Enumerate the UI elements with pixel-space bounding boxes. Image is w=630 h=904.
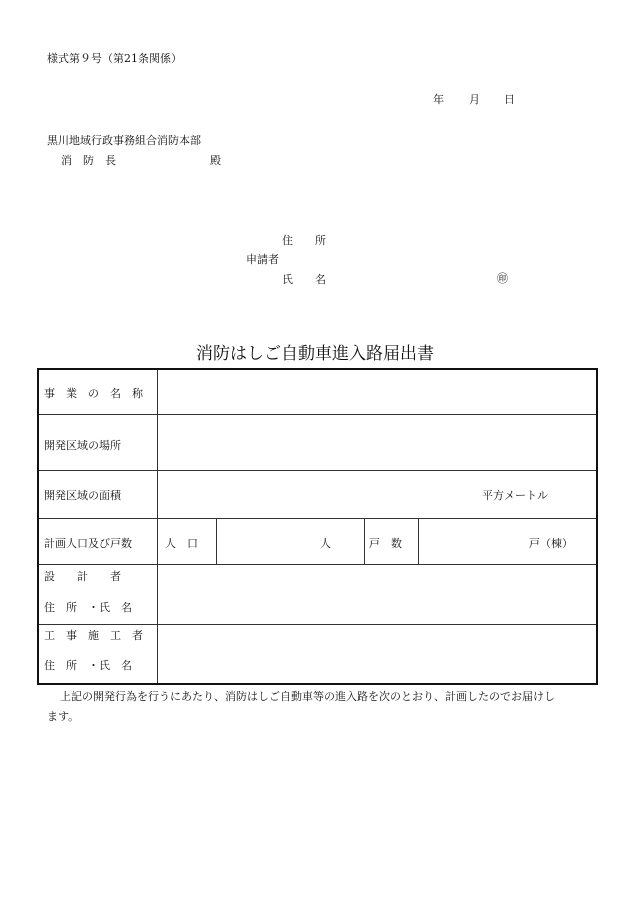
development-area-label: 開発区域の面積 xyxy=(44,489,121,502)
population-label: 人 口 xyxy=(165,537,198,550)
development-location-label: 開発区域の場所 xyxy=(44,439,121,452)
business-name-field[interactable] xyxy=(159,372,596,412)
date-month-label: 月 xyxy=(469,93,480,106)
population-unit: 人 xyxy=(320,537,331,550)
households-field[interactable] xyxy=(420,521,520,562)
households-label: 戸 数 xyxy=(369,537,402,550)
population-field[interactable] xyxy=(218,521,318,562)
contractor-field[interactable] xyxy=(159,627,596,683)
designer-field[interactable] xyxy=(159,567,596,622)
development-location-field[interactable] xyxy=(159,417,596,468)
applicant-name-label: 氏 名 xyxy=(282,273,326,286)
label-column-divider xyxy=(157,370,158,683)
business-name-label: 事 業 の 名 称 xyxy=(44,387,143,400)
addressee-recipient: 消 防 長 xyxy=(61,154,116,167)
applicant-label: 申請者 xyxy=(246,253,279,266)
row-divider xyxy=(39,624,596,625)
development-area-field[interactable] xyxy=(159,473,479,516)
designer-label: 設 計 者 xyxy=(44,570,121,583)
addressee-organization: 黒川地域行政事務組合消防本部 xyxy=(47,134,201,147)
date-day-label: 日 xyxy=(504,93,515,106)
area-unit-label: 平方メートル xyxy=(482,489,548,502)
footer-statement-line2: ます。 xyxy=(47,710,80,723)
contractor-address-name-label: 住 所 ・氏 名 xyxy=(44,659,132,672)
seal-mark: ㊞ xyxy=(497,272,508,285)
cell-divider xyxy=(418,518,419,564)
row-divider xyxy=(39,414,596,415)
form-number: 様式第９号（第21条関係） xyxy=(47,52,182,65)
application-form-table xyxy=(37,368,598,685)
row-divider xyxy=(39,518,596,519)
document-title: 消防はしご自動車進入路届出書 xyxy=(196,344,434,364)
applicant-address-label: 住 所 xyxy=(282,234,326,247)
footer-statement-line1: 上記の開発行為を行うにあたり、消防はしご自動車等の進入路を次のとおり、計画したのでお届けし xyxy=(60,690,555,703)
cell-divider xyxy=(364,518,365,564)
planned-population-label: 計画人口及び戸数 xyxy=(44,537,132,550)
households-unit: 戸（棟） xyxy=(529,537,573,550)
designer-address-name-label: 住 所 ・氏 名 xyxy=(44,601,132,614)
row-divider xyxy=(39,470,596,471)
row-divider xyxy=(39,564,596,565)
cell-divider xyxy=(216,518,217,564)
date-year-label: 年 xyxy=(433,93,444,106)
contractor-label: 工 事 施 工 者 xyxy=(44,629,143,642)
addressee-honorific: 殿 xyxy=(210,154,221,167)
